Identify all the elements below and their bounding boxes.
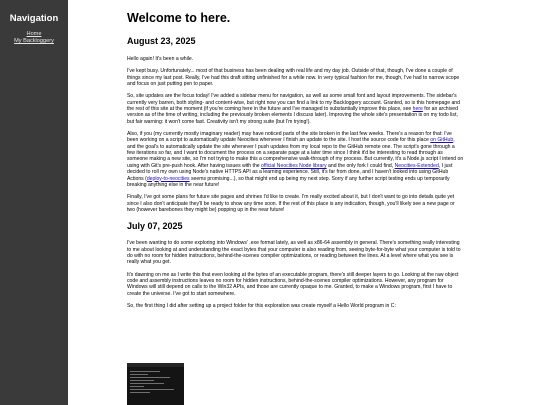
code-screenshot-image: [127, 363, 184, 405]
post-paragraph: I've been wanting to do some exploring into Windows' .exe format lately, as well as x86-64 assembly in general. There's something really interesting to me about looking at and understanding the exact bytes that your computer is also reading from, seeing byte-for-byte what your computer is told to do with no room for hidden instructions, behind-the-scenes compiler optimizations, or reading between the lines. At a level where what you see is really what you get.: [127, 240, 461, 266]
post-paragraph: It's dawning on me as I write this that even looking at the bytes of an executable program, there's still deeper layers to go. Looking at the raw object code and assembly instructions leaves no room for hidden instructions, behind-the-scenes compiler optimizations. However, any program for Windows will still depend on calls to the Win32 APIs, and those are currently opaque to me. Granted, to make a Windows program, first I have to create the universe. I've got to start somewhere.: [127, 271, 459, 297]
sidebar: [0, 0, 68, 405]
sidebar-link-home[interactable]: Home: [26, 31, 42, 37]
post-paragraph: Also, if you (my currently mostly imaginary reader) may have noticed parts of the site broken in the last few weeks. There's a reason for that: I've been working on a script to automatically update Neocities whenever I finish an update to the site. I host the source code for this place on GitHub, and the goal's to automatically update the site whenever I push updates from my local repo to the GitHub remote one. The script's gone through a few iterations so far, and I want to document the process on a separate page at a later time since I think it'd be interesting to read through as someone making a new site, so I'm not trying to make this a comprehensive walk-through of my process. But currently, it's a Node.js script I intend on using with Git's pre-push hook. After having issues with the official Neocities Node library and the only fork I could find, Neocities-Extended, I just decided to roll my own using Node's native HTTPS API as a learning experience. Still, it's far from done, and I haven't looked into using GitHub Actions (deploy-to-neocities seems promising...), so that might end up being my next step. Sorry if any further script testing ends up temporarily breaking anything else in the near future!: [127, 131, 464, 188]
sidebar-title: Navigation: [9, 13, 59, 24]
post-paragraph: I've kept busy. Unfortunately... most of that business has been dealing with real life and my day job. Outside of that, though, I've done a couple of things since my last post. Really, I've had this draft sitting unfinished for a while now. In very typical fashion for me, though, I've had to narrow scope and focus on just putting pen to paper.: [127, 68, 460, 88]
main-content: [127, 11, 464, 309]
post-paragraph: So, site updates are the focus today! I've added a sidebar menu for navigation, as well as some small font and layout improvements. The sidebar's currently very barren, both styling- and content-wise, but right now you can find a link to my Backloggery account. Granted, so is this homepage and the rest of this site at the moment (if you're coming here in the future and I've managed to substantially improve this place, see here for an archived version as of the time of writing, including the previously broken elements I discuss later). Improving the whole site's presentation is on my todo list, but fair warning: it won't come fast. Creativity isn't my strong suite (but I'm trying!).: [127, 93, 460, 125]
post-paragraph: So, the first thing I did after setting up a project folder for this exploration was create myself a Hello World program in C:: [127, 302, 396, 309]
post-date: August 23, 2025: [127, 36, 196, 46]
deploy-to-neocities-link[interactable]: deploy-to-neocities: [146, 175, 190, 182]
post-paragraph: Hello again! It's been a while.: [127, 56, 194, 62]
github-link[interactable]: on GitHub: [430, 137, 454, 144]
post-paragraph: Finally, I've got some plans for future site pages and shrines I'd like to create. I'm really excited about it, but I don't want to go into details quite yet since I also don't anticipate they'll be ready to show any time soon. If the rest of this place is any indication, though, you'll likely see a new page or two (however barebones they might be) popping up in the near future!: [127, 194, 455, 213]
archive-link[interactable]: here: [412, 106, 423, 113]
neocities-node-library-link[interactable]: official Neocities Node library: [261, 162, 327, 169]
neocities-extended-link[interactable]: Neocities-Extended: [394, 162, 439, 169]
page-title: Welcome to here.: [127, 11, 231, 25]
post-date: July 07, 2025: [127, 221, 183, 232]
sidebar-link-backloggery[interactable]: My Backloggery: [14, 38, 54, 44]
